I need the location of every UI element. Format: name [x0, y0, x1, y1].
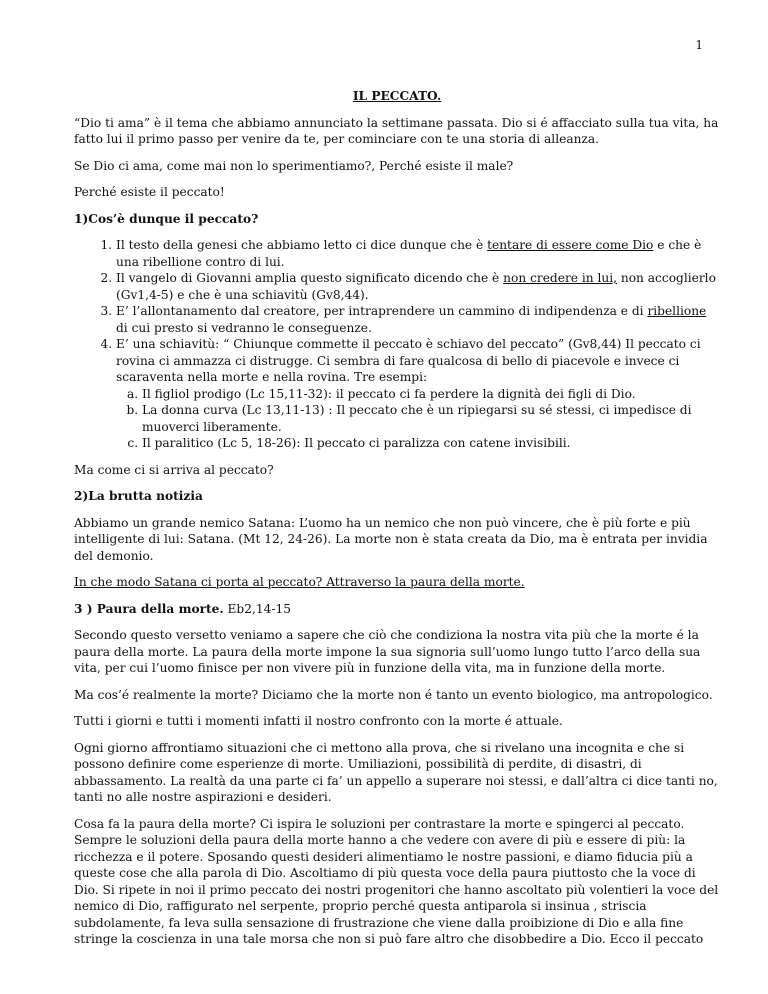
underlined-phrase: ribellione	[647, 304, 707, 318]
section-2-paragraph: Abbiamo un grande nemico Satana: L’uomo ha un nemico che non può vincere, che è più forte e più intelligente di lui: Satana. (Mt 12, 24-26). La morte non è stata creata da Dio, ma è entrata per invidia del demonio.	[74, 515, 708, 563]
section-3-paragraph: Ogni giorno affrontiamo situazioni che ci mettono alla prova, che si rivelano una incognita e che si possono definire come esperienze di morte. Umiliazioni, possibilità di perdite, di disastri, di abbassamento. La realtà da una parte ci fa’ un appello a superare noi stessi, e dall’altra ci dice tanti no, tanti no alle nostre aspirazioni e desideri.	[74, 740, 718, 804]
list-item: 1. Il testo della genesi che abbiamo letto ci dice dunque che è tentare di essere come Dio e che è una ribellione contro di lui.	[116, 237, 720, 270]
section-3-paragraph: Cosa fa la paura della morte? Ci ispira le soluzioni per contrastare la morte e spingerci al peccato. Sempre le soluzioni della paura della morte hanno a che vedere con avere di più e essere di più: la ricchezza e il potere. Sposando questi desideri alimentiamo le nostre passioni, e diamo fiducia più a queste cose che alla parola di Dio. Ascoltiamo di più questa voce della paura piuttosto che la voce di Dio. Si ripete in noi il primo peccato dei nostri progenitori che hanno ascoltato più volentieri la voce del nemico di Dio, raffigurato nel serpente, proprio perché questa antiparola si insinua , striscia subdolamente, fa leva sulla sensazione di frustrazione che viene dalla proibizione di Dio e alla fine stringe la coscienza in una tale morsa che non si può fare altro che disobbedire a Dio. Ecco il peccato	[74, 816, 719, 946]
intro-paragraph: “Dio ti ama” è il tema che abbiamo annunciato la settimane passata. Dio si é affacciato sulla tua vita, ha fatto lui il primo passo per venire da te, per cominciare con te una storia di alleanza.	[74, 115, 719, 146]
example-item: b. La donna curva (Lc 13,11-13) : Il peccato che è un ripiegarsi su sé stessi, ci impedisce di muoverci liberamente.	[142, 402, 720, 435]
section-3-paragraph: Ma cos’é realmente la morte? Diciamo che la morte non é tanto un evento biologico, ma antropologico.	[74, 687, 713, 702]
transition-paragraph: Ma come ci si arriva al peccato?	[74, 462, 274, 477]
section-3-heading: 3 ) Paura della morte. Eb2,14-15	[74, 601, 291, 616]
list-item: 4. E’ una schiavitù: “ Chiunque commette il peccato è schiavo del peccato” (Gv8,44) Il peccato ci rovina ci ammazza ci distrugge. Ci sembra di fare qualcosa di bello di piacevole e invece ci scaraventa nella morte e nella rovina. Tre esempi: a. Il figliol prodigo (Lc 15,11-32): il peccato ci fa perdere la dignità dei figli di Dio. b. La donna curva (Lc 13,11-13) : Il peccato che è un ripiegarsi su sé stessi, ci impedisce di muoverci liberamente. c. Il paralitico (Lc 5, 18-26): Il peccato ci paralizza con catene invisibili.	[116, 336, 720, 452]
section-1-heading: 1)Cos’è dunque il peccato?	[74, 211, 259, 226]
page-number: 1	[695, 38, 703, 52]
answer-paragraph: Perché esiste il peccato!	[74, 185, 225, 199]
section-3-paragraph: Tutti i giorni e tutti i momenti infatti il nostro confronto con la morte é attuale.	[74, 714, 563, 728]
list-item: 2. Il vangelo di Giovanni amplia questo significato dicendo che è non credere in lui, non accoglierlo (Gv1,4-5) e che è una schiavitù (Gv8,44).	[116, 270, 720, 303]
examples-list	[116, 386, 720, 452]
example-item: a. Il figliol prodigo (Lc 15,11-32): il peccato ci fa perdere la dignità dei figli di Dio.	[142, 386, 720, 403]
section-2-underlined-paragraph: In che modo Satana ci porta al peccato? Attraverso la paura della morte.	[74, 575, 525, 589]
underlined-phrase: non credere in lui,	[503, 271, 617, 285]
document-body	[74, 88, 720, 958]
question-paragraph: Se Dio ci ama, come mai non lo sperimentiamo?, Perché esiste il male?	[74, 158, 514, 173]
bible-reference: Eb2,14-15	[223, 601, 291, 616]
section-3-paragraph: Secondo questo versetto veniamo a sapere che ciò che condiziona la nostra vita più che la morte é la paura della morte. La paura della morte impone la sua signoria sull’uomo lungo tutto l’arco della sua vita, per cui l’uomo finisce per non vivere più in funzione della vita, ma in funzione della morte.	[74, 628, 701, 675]
sin-definition-list	[74, 237, 720, 452]
list-item: 3. E’ l’allontanamento dal creatore, per intraprendere un cammino di indipendenza e di ribellione di cui presto si vedranno le conseguenze.	[116, 303, 720, 336]
document-title: IL PECCATO.	[352, 89, 442, 103]
example-item: c. Il paralitico (Lc 5, 18-26): Il peccato ci paralizza con catene invisibili.	[142, 435, 720, 452]
underlined-phrase: tentare di essere come Dio	[487, 238, 654, 252]
section-2-heading: 2)La brutta notizia	[74, 489, 203, 503]
